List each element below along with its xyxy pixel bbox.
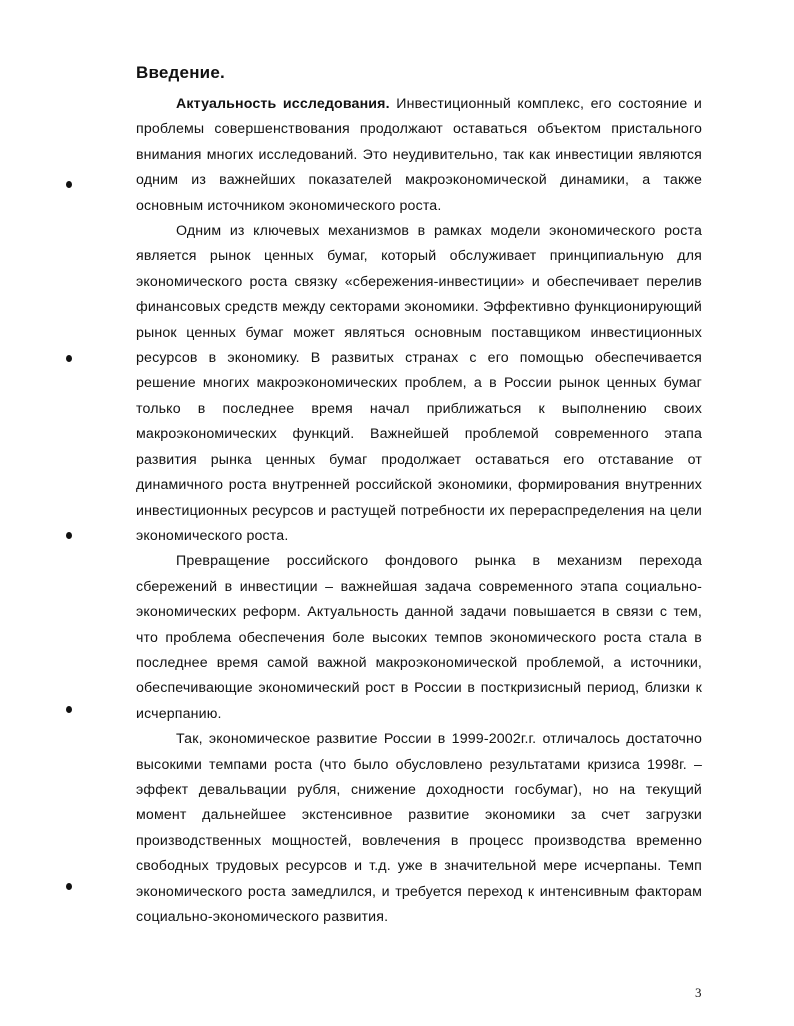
body-text (136, 92, 702, 930)
paragraph-stock-market-transformation: Превращение российского фондового рынка в механизм перехода сбережений в инвестиции – важнейшая задача современного этапа социально-экономических реформ. Актуальность данной задачи повышается в связи с тем, что проблема обеспечения боле высоких темпов экономического роста стала в последнее время самой важной макроэкономической проблемой, а источники, обеспечивающие экономический рост в России в посткризисный период, близки к исчерпанию. (136, 553, 702, 722)
paragraph-relevance (136, 92, 702, 219)
paragraph-securities-market: Одним из ключевых механизмов в рамках модели экономического роста является рынок ценных бумаг, который обслуживает принципиальную для экономического роста связку «сбережения-инвестиции» и обеспечивает перелив финансовых средств между секторами экономики. Эффективно функционирующий рынок ценных бумаг может являться основным поставщиком инвестиционных ресурсов в экономику. В развитых странах с его помощью обеспечивается решение многих макроэкономических проблем, а в России рынок ценных бумаг только в последнее время начал приближаться к выполнению своих макроэкономических функций. Важнейшей проблемой современного этапа развития рынка ценных бумаг продолжает оставаться его отставание от динамичного роста внутренней российской экономики, формирования внутренних инвестиционных ресурсов и растущей потребности их перераспределения на цели экономического роста. (136, 223, 702, 544)
paragraph-lead: Актуальность исследования. (176, 96, 390, 112)
punch-hole-mark (66, 355, 72, 362)
punch-hole-mark (66, 706, 72, 713)
paragraph-economic-development: Так, экономическое развитие России в 1999-2002г.г. отличалось достаточно высокими темпами роста (что было обусловлено результатами кризиса 1998г. – эффект девальвации рубля, снижение доходности госбумаг), но на текущий момент дальнейшее экстенсивное развитие экономики за счет загрузки производственных мощностей, вовлечения в процесс производства временно свободных трудовых ресурсов и т.д. уже в значительной мере исчерпаны. Темп экономического роста замедлился, и требуется переход к интенсивным факторам социально-экономического развития. (136, 731, 702, 925)
punch-hole-mark (66, 532, 72, 539)
page-number: 3 (695, 985, 702, 1000)
section-heading: Введение. (136, 63, 225, 82)
punch-hole-mark (66, 181, 72, 188)
paragraph-text: Инвестиционный комплекс, его состояние и проблемы совершенствования продолжают оставаться объектом пристального внимания многих исследований. Это неудивительно, так как инвестиции являются одним из важнейших показателей макроэкономической динамики, а также основным источником экономического роста. (136, 96, 702, 214)
punch-hole-mark (66, 883, 72, 890)
